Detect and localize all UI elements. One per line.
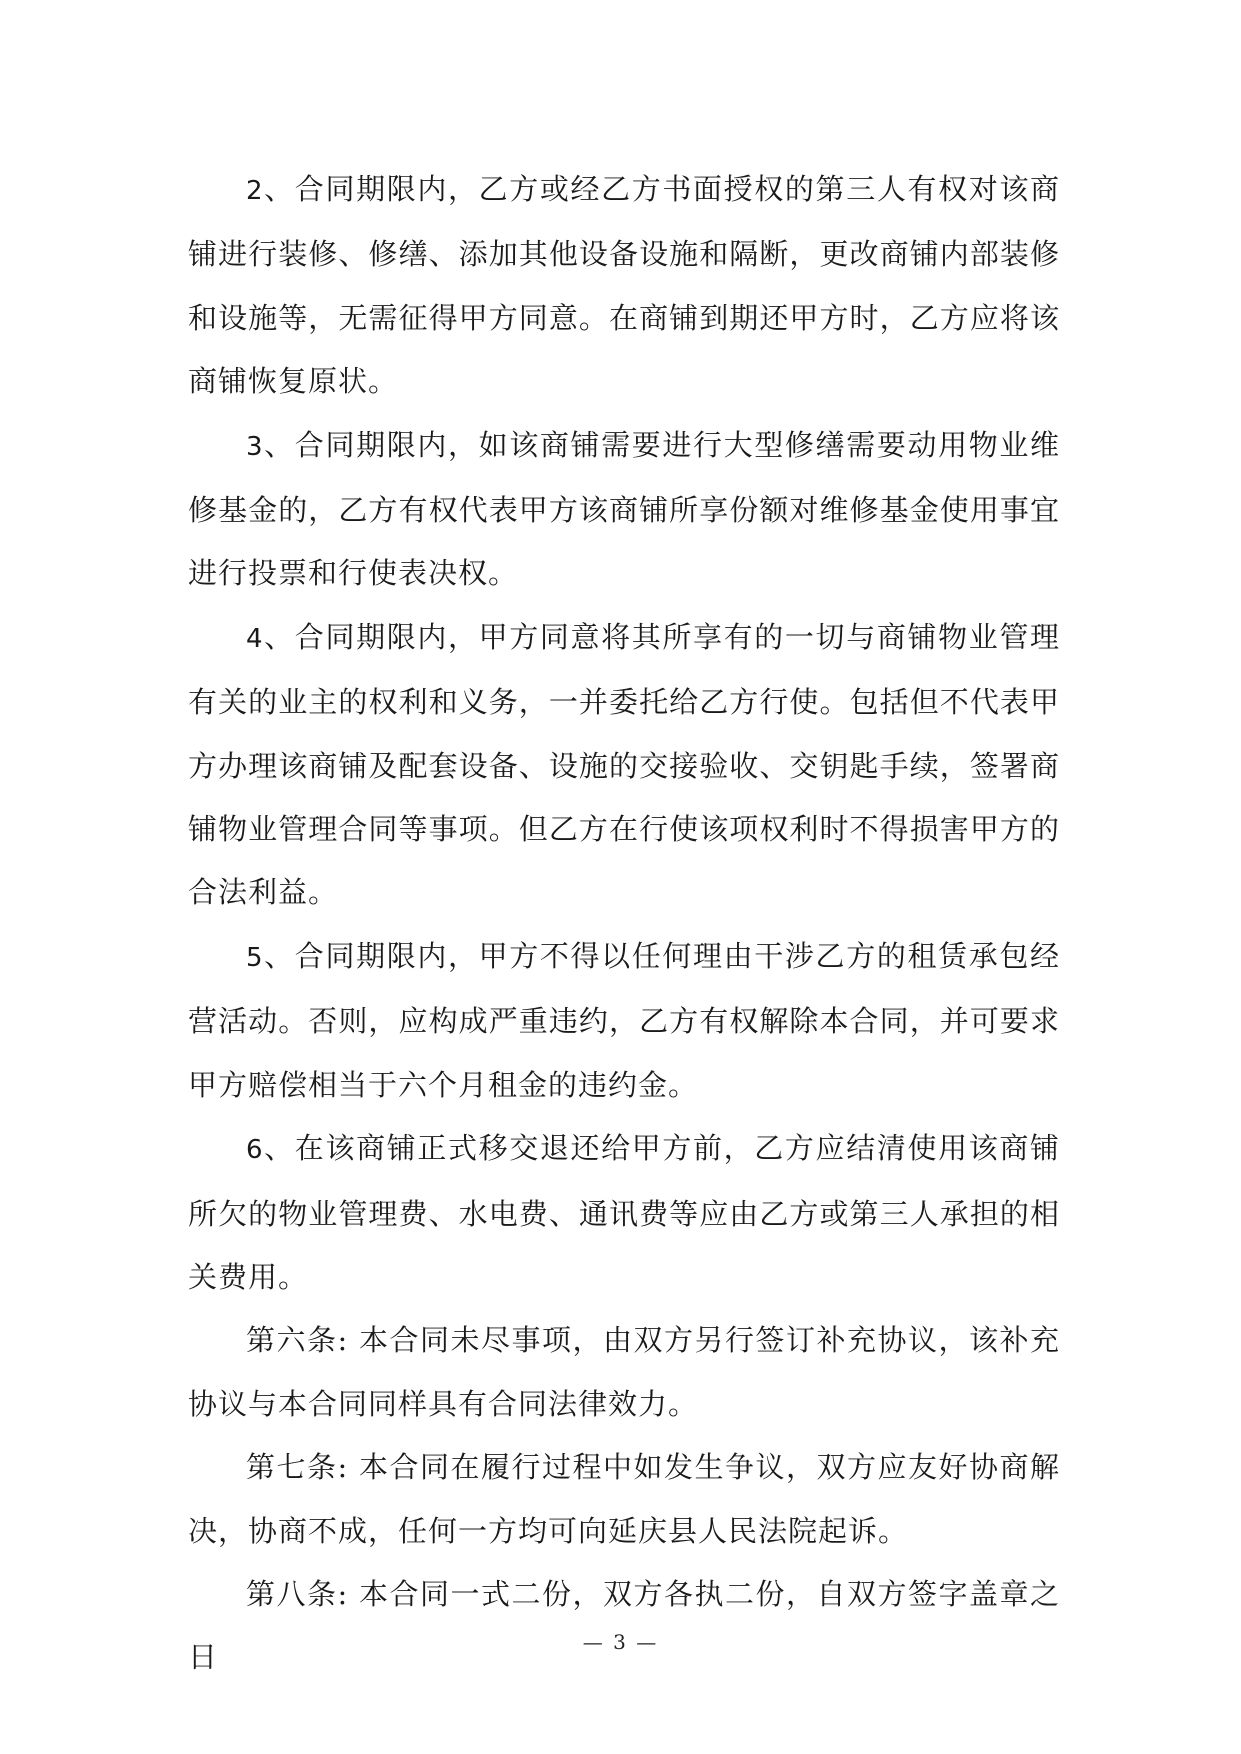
clause-text: 、合同期限内，乙方或经乙方书面授权的第三人有权对该商铺进行装修、修缮、添加其他设备设施和隔断，更改商铺内部装修和设施等，无需征得甲方同意。在商铺到期还甲方时，乙方应将该商铺恢复原状。	[188, 172, 1060, 399]
clause-number: 3	[246, 431, 264, 462]
article-text: 第六条: 本合同未尽事项，由双方另行签订补充协议，该补充协议与本合同同样具有合同法律效力。	[188, 1323, 1060, 1421]
clause-6-paragraph	[188, 1117, 1060, 1309]
clause-number: 2	[246, 176, 264, 206]
clause-number: 5	[246, 942, 264, 973]
clause-3-paragraph	[188, 414, 1060, 606]
clause-number: 6	[246, 1135, 264, 1166]
clause-text: 、合同期限内，甲方不得以任何理由干涉乙方的租赁承包经营活动。否则，应构成严重违约，乙方有权解除本合同，并可要求甲方赔偿相当于六个月租金的违约金。	[188, 938, 1060, 1102]
clause-number: 4	[246, 623, 264, 654]
clause-4-paragraph	[188, 606, 1060, 925]
document-body	[188, 158, 1060, 1690]
article-7-paragraph	[188, 1436, 1060, 1563]
article-6-paragraph	[188, 1309, 1060, 1436]
article-8-paragraph	[188, 1563, 1060, 1690]
article-text: 第七条: 本合同在履行过程中如发生争议，双方应友好协商解决，协商不成，任何一方均可向延庆县人民法院起诉。	[188, 1450, 1060, 1548]
clause-text: 、合同期限内，甲方同意将其所享有的一切与商铺物业管理有关的业主的权利和义务，一并委托给乙方行使。包括但不代表甲方办理该商铺及配套设备、设施的交接验收、交钥匙手续，签署商铺物业管理合同等事项。但乙方在行使该项权利时不得损害甲方的合法利益。	[188, 619, 1060, 910]
clause-text: 、合同期限内，如该商铺需要进行大型修缮需要动用物业维修基金的，乙方有权代表甲方该商铺所享份额对维修基金使用事宜进行投票和行使表决权。	[188, 427, 1060, 591]
article-text: 第八条: 本合同一式二份，双方各执二份，自双方签字盖章之日	[188, 1576, 1060, 1675]
clause-text: 、在该商铺正式移交退还给甲方前，乙方应结清使用该商铺所欠的物业管理费、水电费、通讯费等应由乙方或第三人承担的相关费用。	[188, 1131, 1060, 1294]
clause-2-paragraph	[188, 158, 1060, 414]
page-number: — 3 —	[582, 1630, 659, 1654]
clause-5-paragraph	[188, 925, 1060, 1117]
